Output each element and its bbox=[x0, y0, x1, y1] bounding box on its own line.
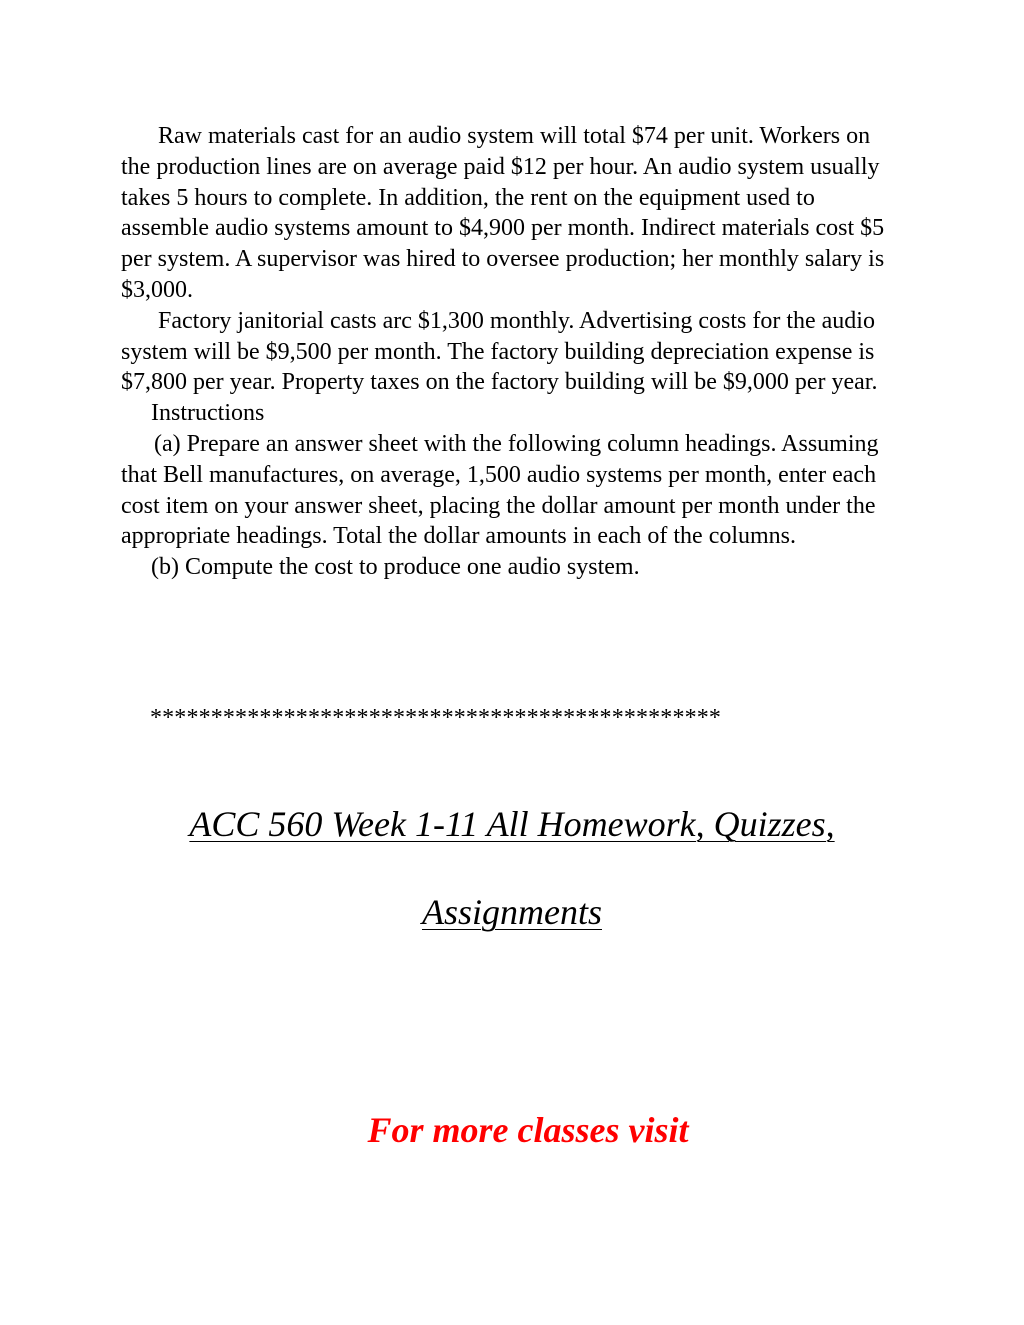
problem-paragraph-1: Raw materials cast for an audio system will total $74 per unit. Workers on the production lines are on average paid $12 per hour. An audio system usually takes 5 hours to complete. In addition, the rent on the equipment used to assemble audio systems amount to $4,900 per month. Indirect materials cost $5 per system. A supervisor was hired to oversee production; her monthly salary is $3,000. bbox=[121, 123, 885, 303]
instruction-a: (a) Prepare an answer sheet with the following column headings. Assuming that Bell manufactures, on average, 1,500 audio systems per month, enter each cost item on your answer sheet, placing the dollar amount per month under the appropriate headings. Total the dollar amounts in each of the columns. bbox=[121, 430, 879, 550]
problem-paragraph-2: Factory janitorial casts arc $1,300 monthly. Advertising costs for the audio system will be $9,500 per month. The factory building depreciation expense is $7,800 per year. Property taxes on the factory building will be $9,000 per year. bbox=[121, 307, 878, 396]
problem-text bbox=[121, 121, 901, 583]
asterisk-separator: *********************************************** bbox=[150, 705, 722, 731]
course-heading-line-1: ACC 560 Week 1-11 All Homework, Quizzes, bbox=[189, 804, 835, 844]
instructions-label: Instructions bbox=[151, 400, 265, 427]
course-heading-line-2: Assignments bbox=[422, 892, 602, 932]
instruction-b: (b) Compute the cost to produce one audio system. bbox=[151, 554, 640, 581]
promo-text: For more classes visit bbox=[367, 1110, 689, 1150]
